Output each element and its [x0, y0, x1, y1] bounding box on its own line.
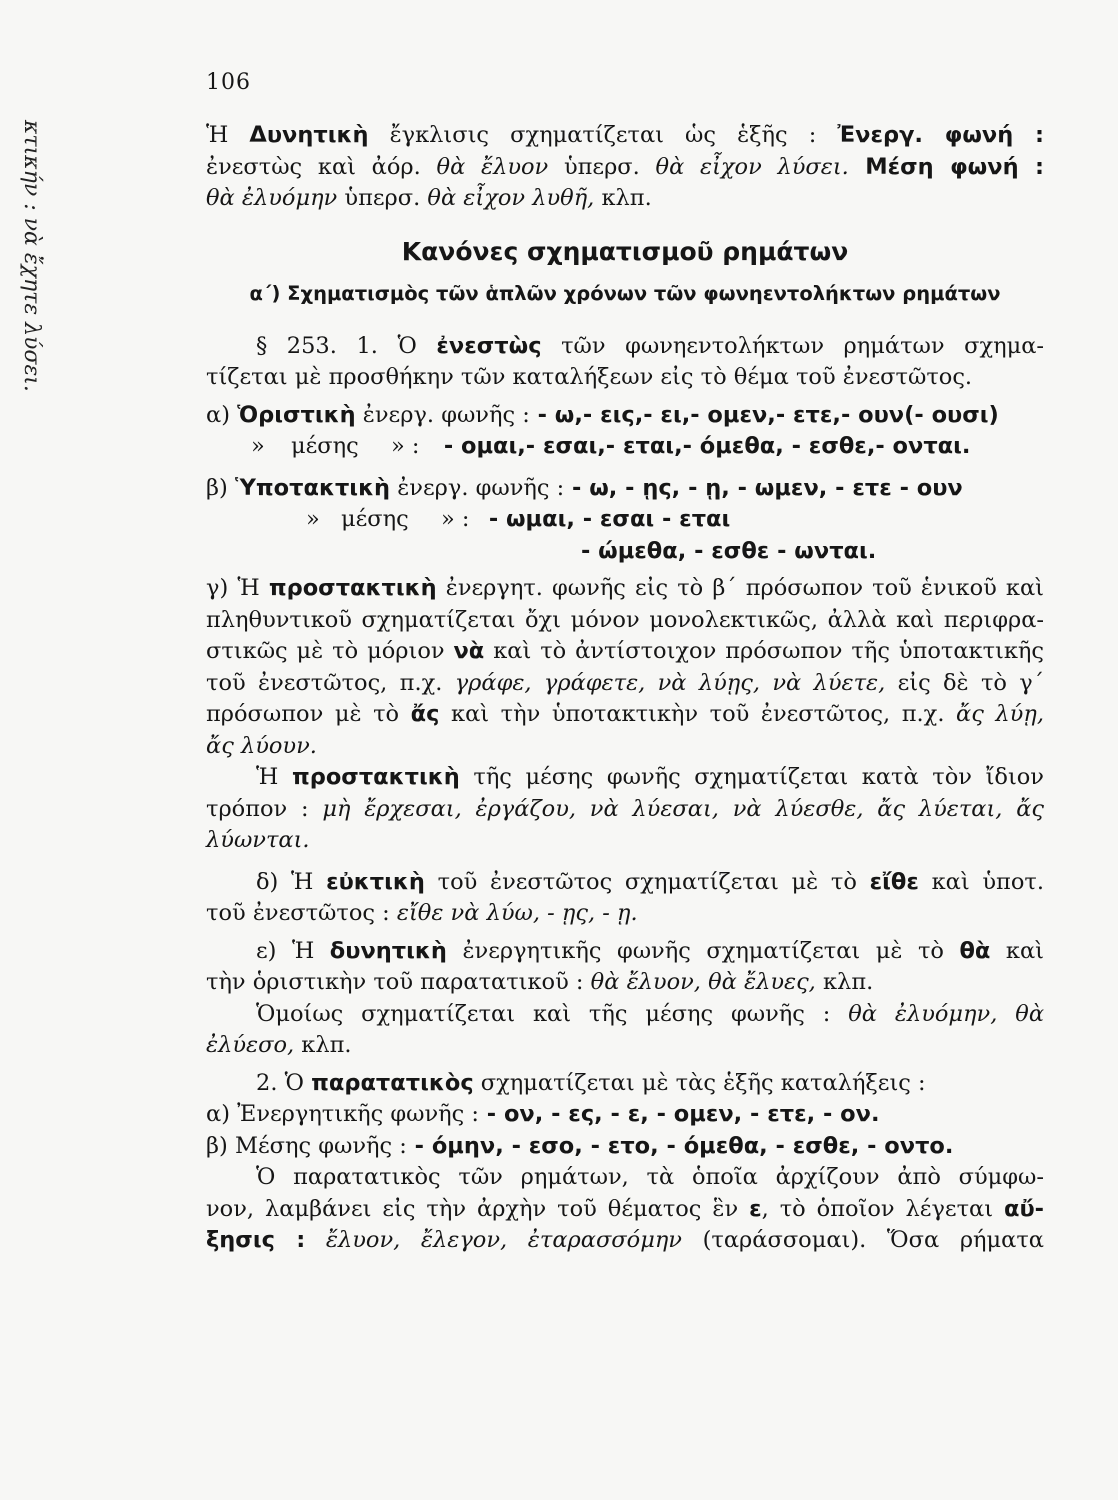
text-line: - ώμεθα, - εσθε - ωνται. [581, 537, 877, 564]
margin-note: κτικήν : νὰ ἔχητε λύσει. [19, 120, 44, 392]
text-line: ἐλύεσο, κλπ. [206, 1032, 352, 1058]
text-line: ἐνεστὼς καὶ ἀόρ. θὰ ἔλυον ὑπερσ. θὰ εἶχον λύσει. Μέση φωνή : [206, 153, 1044, 180]
text-line: λύωνται. [206, 827, 310, 853]
text-line: Ἡ Δυνητικὴ ἔγκλισις σχηματίζεται ὡς ἑξῆς : Ἐνεργ. φωνή : [206, 122, 1044, 148]
text-line: γ) Ἡ προστακτικὴ ἐνεργητ. φωνῆς εἰς τὸ β΄ πρόσωπον τοῦ ἑνικοῦ καὶ [206, 575, 1044, 601]
text-line: πληθυντικοῦ σχηματίζεται ὄχι μόνον μονολεκτικῶς, ἀλλὰ καὶ περιφρα- [206, 606, 1044, 633]
text-line: τρόπον : μὴ ἔρχεσαι, ἐργάζου, νὰ λύεσαι, νὰ λύεσθε, ἄς λύεται, ἄς [206, 795, 1044, 822]
text-line: τοῦ ἐνεστῶτος, π.χ. γράφε, γράφετε, νὰ λύῃς, νὰ λύετε, εἰς δὲ τὸ γ΄ [206, 669, 1044, 696]
text-line: τὴν ὁριστικὴν τοῦ παρατατικοῦ : θὰ ἔλυον, θὰ ἔλυες, κλπ. [206, 969, 874, 995]
text-line: πρόσωπον μὲ τὸ ἄς καὶ τὴν ὑποτακτικὴν τοῦ ἐνεστῶτος, π.χ. ἄς λύῃ, [206, 701, 1044, 727]
text-line: 2. Ὁ παρατατικὸς σχηματίζεται μὲ τὰς ἑξῆς καταλήξεις : [256, 1069, 926, 1096]
text-line: α) Ἐνεργητικῆς φωνῆς : - ον, - ες, - ε, - ομεν, - ετε, - ον. [206, 1101, 880, 1127]
text-line: ἄς λύουν. [206, 732, 317, 759]
text-line: Ὁμοίως σχηματίζεται καὶ τῆς μέσης φωνῆς : θὰ ἐλυόμην, θὰ [256, 1000, 1045, 1027]
text-line: τίζεται μὲ προσθήκην τῶν καταλήξεων εἰς τὸ θέμα τοῦ ἐνεστῶτος. [206, 364, 973, 390]
text-line: ξησις : ἔλυον, ἔλεγον, ἐταρασσόμην (ταράσσομαι). Ὅσα ρήματα [206, 1227, 1044, 1253]
text-line: δ) Ἡ εὐκτικὴ τοῦ ἐνεστῶτος σχηματίζεται μὲ τὸ εἴθε καὶ ὑποτ. [256, 868, 1044, 895]
text-line: Ὁ παρατατικὸς τῶν ρημάτων, τὰ ὁποῖα ἀρχίζουν ἀπὸ σύμφω- [256, 1164, 1044, 1190]
text-line: νον, λαμβάνει εἰς τὴν ἀρχὴν τοῦ θέματος ἓν ε, τὸ ὁποῖον λέγεται αὔ- [206, 1195, 1044, 1222]
text-line: στικῶς μὲ τὸ μόριον νὰ καὶ τὸ ἀντίστοιχον πρόσωπον τῆς ὑποτακτικῆς [206, 638, 1044, 664]
text-line: ε) Ἡ δυνητικὴ ἐνεργητικῆς φωνῆς σχηματίζεται μὲ τὸ θὰ καὶ [256, 937, 1044, 964]
text-line: Ἡ προστακτικὴ τῆς μέσης φωνῆς σχηματίζεται κατὰ τὸν ἴδιον [256, 764, 1044, 790]
text-line: § 253. 1. Ὁ ἐνεστὼς τῶν φωνηεντολήκτων ρημάτων σχημα- [256, 332, 1044, 359]
section-subheading: α΄) Σχηματισμὸς τῶν ἁπλῶν χρόνων τῶν φωνηεντολήκτων ρημάτων [249, 281, 1001, 305]
text-line: β) Μέσης φωνῆς : - όμην, - εσο, - ετο, - όμεθα, - εσθε, - οντο. [206, 1132, 954, 1159]
page-number: 106 [206, 70, 251, 95]
text-line: τοῦ ἐνεστῶτος : εἴθε νὰ λύω, - ῃς, - ῃ. [206, 900, 638, 926]
text-line: » μέσης » : - ωμαι, - εσαι - εται [306, 506, 731, 532]
text-line: θὰ ἐλυόμην ὑπερσ. θὰ εἶχον λυθῆ, κλπ. [206, 185, 652, 211]
text-line: » μέσης » : - ομαι,- εσαι,- εται,- όμεθα, - εσθε,- ονται. [251, 433, 971, 459]
text-line: β) Ὑποτακτικὴ ἐνεργ. φωνῆς : - ω, - ῃς, - ῃ, - ωμεν, - ετε - ουν [206, 474, 963, 501]
page-body [206, 120, 1044, 1257]
text-line: α) Ὁριστικὴ ἐνεργ. φωνῆς : - ω,- εις,- ει,- ομεν,- ετε,- ουν(- ουσι) [206, 401, 999, 428]
section-heading: Κανόνες σχηματισμοῦ ρημάτων [401, 236, 849, 266]
